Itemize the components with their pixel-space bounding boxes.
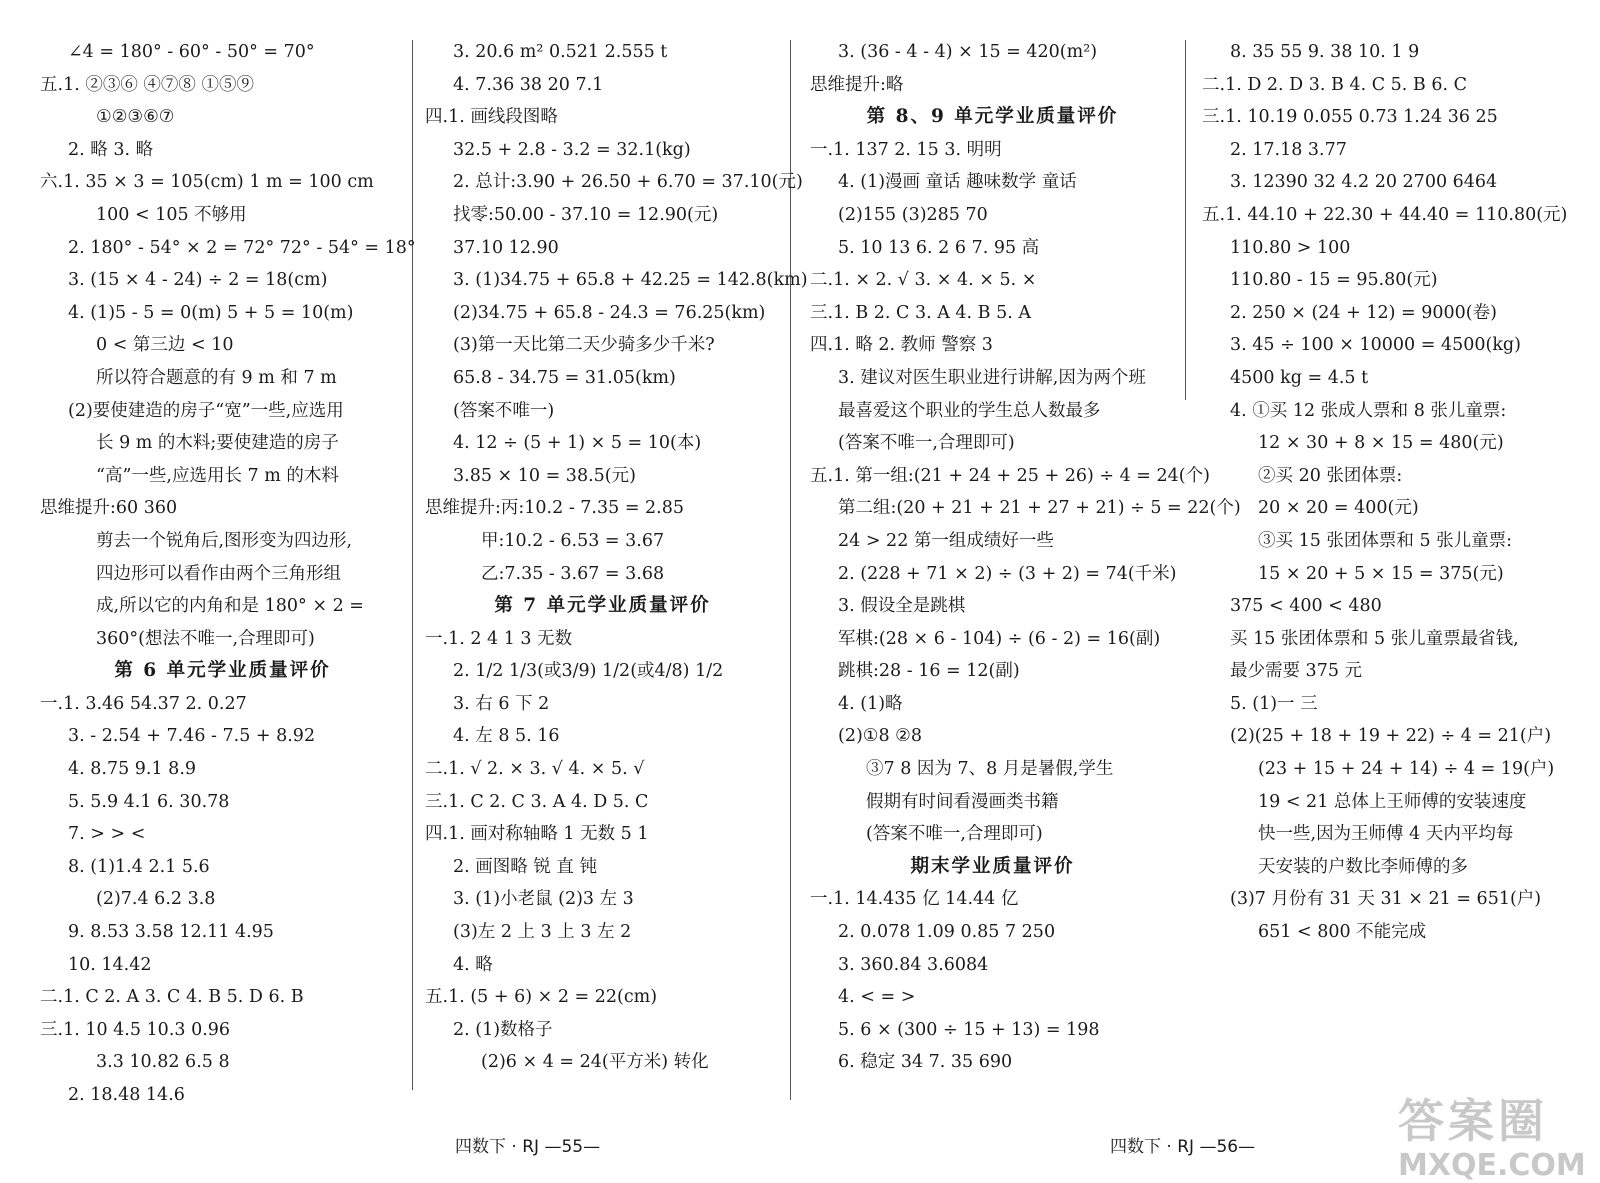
answer-line: 2. 17.18 3.77 — [1230, 139, 1347, 160]
column-divider — [412, 40, 413, 1090]
answer-line: 9. 8.53 3.58 12.11 4.95 — [68, 922, 274, 943]
answer-line: 3. 45 ÷ 100 × 10000 = 4500(kg) — [1230, 335, 1521, 356]
answer-line: 24 > 22 第一组成绩好一些 — [838, 530, 1054, 551]
answer-line: 四边形可以看作由两个三角形组 — [96, 563, 341, 584]
answer-line: 7. > > < — [68, 824, 146, 845]
answer-line: 3. (36 - 4 - 4) × 15 = 420(m²) — [838, 42, 1098, 62]
answer-line: 五.1. ②③⑥ ④⑦⑧ ①⑤⑨ — [40, 74, 254, 95]
answer-line: (3)左 2 上 3 上 3 左 2 — [453, 922, 632, 943]
answer-line: 360°(想法不唯一,合理即可) — [96, 628, 315, 649]
answer-line: 2. (1)数格子 — [453, 1019, 553, 1040]
answer-line: 2. 画图略 锐 直 钝 — [453, 856, 597, 877]
answer-line: 110.80 - 15 = 95.80(元) — [1230, 270, 1438, 291]
answer-line: 第二组:(20 + 21 + 21 + 27 + 21) ÷ 5 = 22(个) — [838, 498, 1241, 519]
answer-line: 二.1. C 2. A 3. C 4. B 5. D 6. B — [40, 987, 304, 1008]
answer-line: 甲:10.2 - 6.53 = 3.67 — [481, 530, 665, 551]
answer-line: 3. - 2.54 + 7.46 - 7.5 + 8.92 — [68, 726, 316, 747]
answer-line: 二.1. D 2. D 3. B 4. C 5. B 6. C — [1202, 74, 1467, 95]
answer-line: 4. 7.36 38 20 7.1 — [453, 74, 604, 95]
answer-line: 长 9 m 的木料;要使建造的房子 — [96, 433, 339, 454]
answer-line: “高”一些,应选用长 7 m 的木料 — [96, 465, 339, 486]
answer-line: 65.8 - 34.75 = 31.05(km) — [453, 367, 676, 388]
answer-line: 一.1. 2 4 1 3 无数 — [425, 628, 573, 649]
answer-line: (答案不唯一) — [453, 400, 555, 421]
answer-line: 4. 略 — [453, 954, 493, 975]
answer-line: 一.1. 14.435 亿 14.44 亿 — [810, 889, 1019, 910]
answer-line: 四.1. 略 2. 教师 警察 3 — [810, 335, 993, 356]
answer-line: 2. 0.078 1.09 0.85 7 250 — [838, 922, 1056, 943]
answer-line: 二.1. × 2. √ 3. × 4. × 5. × — [810, 270, 1037, 291]
answer-line: ③买 15 张团体票和 5 张儿童票: — [1258, 530, 1513, 551]
answer-line: 3. 20.6 m² 0.521 2.555 t — [453, 42, 668, 62]
answer-line: 最喜爱这个职业的学生总人数最多 — [838, 400, 1101, 421]
answer-line: 19 < 21 总体上王师傅的安装速度 — [1258, 791, 1527, 812]
answer-line: 四.1. 画线段图略 — [425, 107, 558, 128]
answer-line: 5. (1)一 三 — [1230, 693, 1318, 714]
answer-line: 二.1. √ 2. × 3. √ 4. × 5. √ — [425, 759, 645, 780]
answer-line: 3. 建议对医生职业进行讲解,因为两个班 — [838, 367, 1146, 388]
column-divider — [790, 40, 791, 1100]
answer-line: ③7 8 因为 7、8 月是暑假,学生 — [866, 759, 1114, 780]
answer-line: 3. (15 × 4 - 24) ÷ 2 = 18(cm) — [68, 270, 328, 291]
answer-line: 8. 35 55 9. 38 10. 1 9 — [1230, 42, 1420, 62]
page-footer-left: 四数下 · RJ —55— — [455, 1137, 601, 1157]
answer-line: 4. < = > — [838, 987, 916, 1008]
answer-line: ①②③⑥⑦ — [96, 107, 175, 128]
answer-line: 最少需要 375 元 — [1230, 661, 1363, 682]
answer-line: 5. 6 × (300 ÷ 15 + 13) = 198 — [838, 1019, 1100, 1040]
answer-line: 100 < 105 不够用 — [96, 204, 247, 225]
answer-line: 天安装的户数比李师傅的多 — [1258, 856, 1468, 877]
answer-line: (3)第一天比第二天少骑多少千米? — [453, 335, 715, 356]
answer-line: 0 < 第三边 < 10 — [96, 335, 234, 356]
answer-line: 4500 kg = 4.5 t — [1230, 367, 1369, 388]
answer-line: 3. 假设全是跳棋 — [838, 596, 966, 617]
answer-line: 4. (1)5 - 5 = 0(m) 5 + 5 = 10(m) — [68, 302, 354, 323]
answer-line: 4. 左 8 5. 16 — [453, 726, 560, 747]
answer-line: (答案不唯一,合理即可) — [838, 433, 1015, 454]
answer-line: 剪去一个锐角后,图形变为四边形, — [96, 530, 353, 551]
answer-line: 110.80 > 100 — [1230, 237, 1351, 258]
answer-line: 五.1. 第一组:(21 + 24 + 25 + 26) ÷ 4 = 24(个) — [810, 465, 1210, 486]
answer-line: 三.1. 10 4.5 10.3 0.96 — [40, 1019, 231, 1040]
answer-line: 2. 180° - 54° × 2 = 72° 72° - 54° = 18° — [68, 237, 416, 258]
answer-line: 2. 18.48 14.6 — [68, 1085, 185, 1105]
answer-line: ∠4 = 180° - 60° - 50° = 70° — [68, 42, 315, 62]
answer-line: 4. ①买 12 张成人票和 8 张儿童票: — [1230, 400, 1507, 421]
answer-line: (23 + 15 + 24 + 14) ÷ 4 = 19(户) — [1258, 759, 1555, 780]
answer-line: 跳棋:28 - 16 = 12(副) — [838, 661, 1020, 682]
answer-line: 32.5 + 2.8 - 3.2 = 32.1(kg) — [453, 139, 691, 160]
answer-line: 找零:50.00 - 37.10 = 12.90(元) — [453, 204, 719, 225]
answer-line: 2. (228 + 71 × 2) ÷ (3 + 2) = 74(千米) — [838, 563, 1177, 584]
answer-line: ②买 20 张团体票: — [1258, 465, 1403, 486]
watermark-text: 答案圈 — [1398, 1094, 1548, 1148]
answer-line: 假期有时间看漫画类书籍 — [866, 791, 1059, 812]
answer-line: 10. 14.42 — [68, 954, 152, 975]
answer-line: 3.85 × 10 = 38.5(元) — [453, 465, 636, 486]
answer-line: 所以符合题意的有 9 m 和 7 m — [96, 367, 337, 388]
answer-line: 三.1. C 2. C 3. A 4. D 5. C — [425, 791, 649, 812]
answer-line: 思维提升:60 360 — [40, 498, 178, 519]
answer-line: 37.10 12.90 — [453, 237, 559, 258]
answer-line: 买 15 张团体票和 5 张儿童票最省钱, — [1230, 628, 1519, 649]
answer-line: 4. 8.75 9.1 8.9 — [68, 759, 197, 780]
answer-line: 2. 250 × (24 + 12) = 9000(卷) — [1230, 302, 1497, 323]
section-heading: 第 6 单元学业质量评价 — [114, 660, 331, 682]
answer-line: 思维提升:丙:10.2 - 7.35 = 2.85 — [425, 498, 685, 519]
answer-line: 3. (1)小老鼠 (2)3 左 3 — [453, 889, 634, 910]
answer-line: 20 × 20 = 400(元) — [1258, 498, 1419, 519]
answer-line: 3. 右 6 下 2 — [453, 693, 550, 714]
answer-column-1 — [40, 36, 416, 1106]
answer-line: 五.1. (5 + 6) × 2 = 22(cm) — [425, 987, 658, 1008]
answer-line: 2. 总计:3.90 + 26.50 + 6.70 = 37.10(元) — [453, 172, 803, 193]
answer-line: 3. (1)34.75 + 65.8 + 42.25 = 142.8(km) — [453, 270, 808, 291]
answer-line: 成,所以它的内角和是 180° × 2 = — [96, 596, 364, 617]
answer-column-3 — [810, 36, 1241, 1106]
answer-line: (答案不唯一,合理即可) — [866, 824, 1043, 845]
answer-line: (3)7 月份有 31 天 31 × 21 = 651(户) — [1230, 889, 1542, 910]
answer-line: (2)34.75 + 65.8 - 24.3 = 76.25(km) — [453, 302, 766, 323]
answer-line: 一.1. 3.46 54.37 2. 0.27 — [40, 693, 247, 714]
answer-line: 五.1. 44.10 + 22.30 + 44.40 = 110.80(元) — [1202, 204, 1568, 225]
section-heading: 期末学业质量评价 — [910, 855, 1075, 877]
watermark-url: MXQE.COM — [1398, 1148, 1586, 1183]
answer-line: (2)(25 + 18 + 19 + 22) ÷ 4 = 21(户) — [1230, 726, 1552, 747]
answer-line: 15 × 20 + 5 × 15 = 375(元) — [1258, 563, 1504, 584]
column-divider — [1185, 40, 1186, 400]
page-footer-right: 四数下 · RJ —56— — [1110, 1137, 1256, 1157]
answer-line: 三.1. 10.19 0.055 0.73 1.24 36 25 — [1202, 107, 1498, 128]
answer-line: 3. 360.84 3.6084 — [838, 954, 989, 975]
answer-line: (2)6 × 4 = 24(平方米) 转化 — [481, 1052, 709, 1073]
answer-line: 5. 5.9 4.1 6. 30.78 — [68, 791, 230, 812]
section-heading: 第 8、9 单元学业质量评价 — [866, 106, 1119, 128]
answer-line: 一.1. 137 2. 15 3. 明明 — [810, 139, 1002, 160]
answer-line: 12 × 30 + 8 × 15 = 480(元) — [1258, 433, 1504, 454]
answer-line: 思维提升:略 — [810, 74, 904, 95]
answer-line: 3.3 10.82 6.5 8 — [96, 1052, 230, 1073]
answer-line: (2)7.4 6.2 3.8 — [96, 889, 216, 910]
answer-column-2 — [425, 36, 808, 1106]
answer-column-4 — [1202, 36, 1577, 1106]
answer-line: 四.1. 画对称轴略 1 无数 5 1 — [425, 824, 649, 845]
answer-line: 5. 10 13 6. 2 6 7. 95 高 — [838, 237, 1040, 258]
answer-line: 三.1. B 2. C 3. A 4. B 5. A — [810, 302, 1031, 323]
watermark-logo — [1398, 1085, 1586, 1181]
answer-line: 3. 12390 32 4.2 20 2700 6464 — [1230, 172, 1498, 193]
answer-line: 六.1. 35 × 3 = 105(cm) 1 m = 100 cm — [40, 172, 374, 193]
answer-line: 快一些,因为王师傅 4 天内平均每 — [1258, 824, 1514, 845]
answer-line: 2. 略 3. 略 — [68, 139, 154, 160]
answer-line: (2)155 (3)285 70 — [838, 204, 988, 225]
answer-line: 乙:7.35 - 3.67 = 3.68 — [481, 563, 665, 584]
answer-line: 4. (1)略 — [838, 693, 903, 714]
answer-line: 375 < 400 < 480 — [1230, 596, 1382, 617]
answer-line: 8. (1)1.4 2.1 5.6 — [68, 856, 210, 877]
answer-line: (2)①8 ②8 — [838, 726, 922, 747]
answer-line: 4. (1)漫画 童话 趣味数学 童话 — [838, 172, 1077, 193]
answer-line: 2. 1/2 1/3(或3/9) 1/2(或4/8) 1/2 — [453, 661, 724, 682]
section-heading: 第 7 单元学业质量评价 — [494, 595, 711, 617]
answer-line: (2)要使建造的房子“宽”一些,应选用 — [68, 400, 344, 421]
answer-line: 651 < 800 不能完成 — [1258, 922, 1427, 943]
answer-line: 6. 稳定 34 7. 35 690 — [838, 1052, 1013, 1073]
answer-line: 军棋:(28 × 6 - 104) ÷ (6 - 2) = 16(副) — [838, 628, 1161, 649]
answer-line: 4. 12 ÷ (5 + 1) × 5 = 10(本) — [453, 433, 702, 454]
